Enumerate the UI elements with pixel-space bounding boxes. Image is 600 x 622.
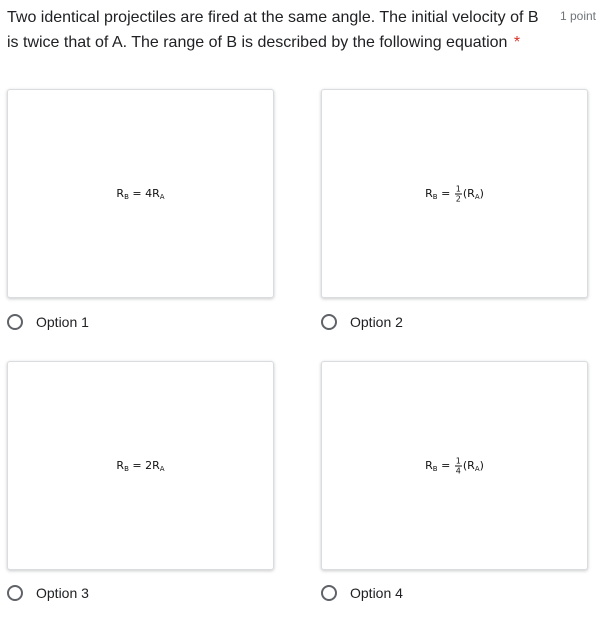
option-4-label[interactable]: Option 4: [350, 585, 403, 601]
formula-rhs: (R: [462, 458, 475, 472]
required-asterisk: *: [513, 34, 521, 51]
question-text: Two identical projectiles are fired at the same angle. The initial velocity of B is twice that of A. The range of B is described by the following equation: [7, 9, 539, 51]
formula-rhs-sub: A: [159, 464, 165, 473]
formula-rhs: R: [152, 186, 160, 200]
formula-coefficient: 2: [145, 458, 153, 472]
fraction-denominator: 4: [455, 466, 461, 475]
radio-button-option-1[interactable]: [7, 314, 23, 330]
radio-button-option-2[interactable]: [321, 314, 337, 330]
formula-rhs: R: [152, 458, 160, 472]
option-1-image[interactable]: [7, 89, 274, 298]
formula-rhs-close: ): [479, 458, 484, 472]
formula-rhs: (R: [462, 186, 475, 200]
option-3-label[interactable]: Option 3: [36, 585, 89, 601]
option-4-image[interactable]: [321, 361, 588, 570]
formula-lhs: R: [116, 186, 125, 200]
option-3-image[interactable]: [7, 361, 274, 570]
formula-rhs-close: ): [479, 186, 484, 200]
radio-button-option-3[interactable]: [7, 585, 23, 601]
formula-option-2: [322, 184, 587, 203]
fraction-numerator: 1: [455, 184, 461, 193]
formula-equals: =: [441, 458, 451, 472]
formula-fraction: [455, 184, 462, 203]
formula-option-3: [8, 459, 273, 473]
option-2-radio-row[interactable]: [321, 310, 403, 334]
formula-fraction: [455, 456, 462, 475]
option-1-label[interactable]: Option 1: [36, 314, 89, 330]
fraction-denominator: 2: [455, 194, 461, 203]
formula-lhs: R: [425, 458, 433, 472]
formula-lhs: R: [116, 458, 125, 472]
formula-equals: =: [441, 186, 451, 200]
formula-equals: =: [132, 186, 142, 200]
formula-lhs-sub: B: [432, 192, 438, 201]
formula-coefficient: 4: [145, 186, 153, 200]
formula-rhs-sub: A: [474, 464, 480, 473]
question-title: [7, 5, 547, 55]
option-1-radio-row[interactable]: [7, 310, 89, 334]
formula-lhs-sub: B: [432, 464, 438, 473]
fraction-numerator: 1: [455, 456, 461, 465]
option-4-radio-row[interactable]: [321, 581, 403, 605]
option-2-label[interactable]: Option 2: [350, 314, 403, 330]
radio-button-option-4[interactable]: [321, 585, 337, 601]
formula-rhs-sub: A: [159, 192, 165, 201]
formula-option-4: [322, 456, 587, 475]
option-2-image[interactable]: [321, 89, 588, 298]
formula-option-1: [8, 187, 273, 201]
formula-lhs: R: [425, 186, 433, 200]
formula-equals: =: [132, 458, 142, 472]
formula-lhs-sub: B: [124, 464, 129, 473]
formula-rhs-sub: A: [474, 192, 480, 201]
formula-lhs-sub: B: [124, 192, 129, 201]
option-3-radio-row[interactable]: [7, 581, 89, 605]
points-label: 1 point: [559, 9, 596, 23]
